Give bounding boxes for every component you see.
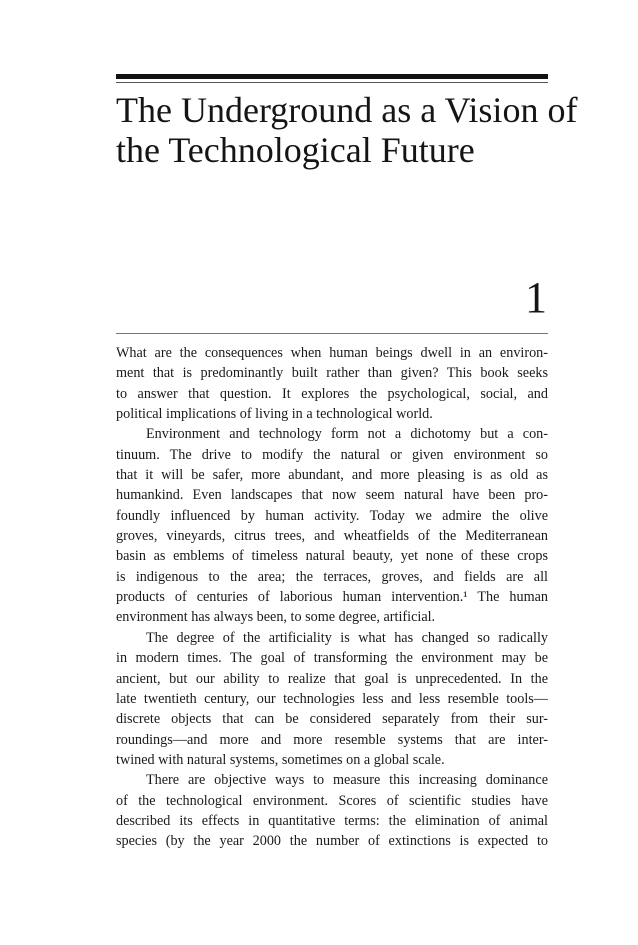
body-text-line: There are objective ways to measure this increasing dominance	[146, 772, 548, 789]
chapter-title-line-1: The Underground as a Vision of	[116, 90, 578, 130]
body-text-line: to answer that question. It explores the psychological, social, and	[116, 385, 548, 402]
body-text-line: products of centuries of laborious human intervention.¹ The human	[116, 589, 548, 606]
body-text-line: ancient, but our ability to realize that goal is unprecedented. In the	[116, 670, 548, 687]
body-text-line: humankind. Even landscapes that now seem natural have been pro-	[116, 487, 548, 504]
body-text-line: roundings—and more and more resemble systems that are inter-	[116, 731, 548, 748]
body-text-line: environment has always been, to some degree, artificial.	[116, 609, 436, 626]
chapter-title-line-2: the Technological Future	[116, 130, 475, 170]
body-text-line: ment that is predominantly built rather than given? This book seeks	[116, 365, 548, 382]
body-text-line: is indigenous to the area; the terraces, groves, and fields are all	[116, 568, 548, 585]
body-text-line: twined with natural systems, sometimes on a global scale.	[116, 751, 445, 768]
chapter-number: 1	[525, 273, 547, 322]
body-text-line: that it will be safer, more abundant, and more pleasing is as old as	[116, 467, 548, 484]
body-text-line: What are the consequences when human beings dwell in an environ-	[116, 345, 548, 361]
body-text-line: tinuum. The drive to modify the natural or given environment so	[116, 446, 548, 463]
chapter-title	[116, 90, 578, 170]
body-text-line: The degree of the artificiality is what has changed so radically	[146, 629, 548, 646]
body-text-line: species (by the year 2000 the number of extinctions is expected to	[116, 833, 548, 850]
body-text-line: groves, vineyards, citrus trees, and wheatfields of the Mediterranean	[116, 528, 548, 545]
body-text-line: late twentieth century, our technologies less and less resemble tools—	[116, 690, 548, 707]
body-text-line: of the technological environment. Scores of scientific studies have	[116, 792, 548, 809]
body-text-line: described its effects in quantitative terms: the elimination of animal	[116, 812, 548, 829]
chapter-top-rule-thick	[116, 74, 548, 79]
body-text-line: discrete objects that can be considered separately from their sur-	[116, 711, 548, 728]
chapter-divider-rule	[116, 333, 548, 334]
body-text	[116, 343, 548, 852]
body-text-line: foundly influenced by human activity. Today we admire the olive	[116, 507, 548, 524]
body-text-line: in modern times. The goal of transforming the environment may be	[116, 650, 548, 667]
body-text-line: Environment and technology form not a dichotomy but a con-	[146, 426, 548, 443]
chapter-top-rule-thin	[116, 82, 548, 83]
body-text-line: political implications of living in a technological world.	[116, 406, 433, 423]
body-text-line: basin as emblems of timeless natural beauty, yet none of these crops	[116, 548, 548, 565]
